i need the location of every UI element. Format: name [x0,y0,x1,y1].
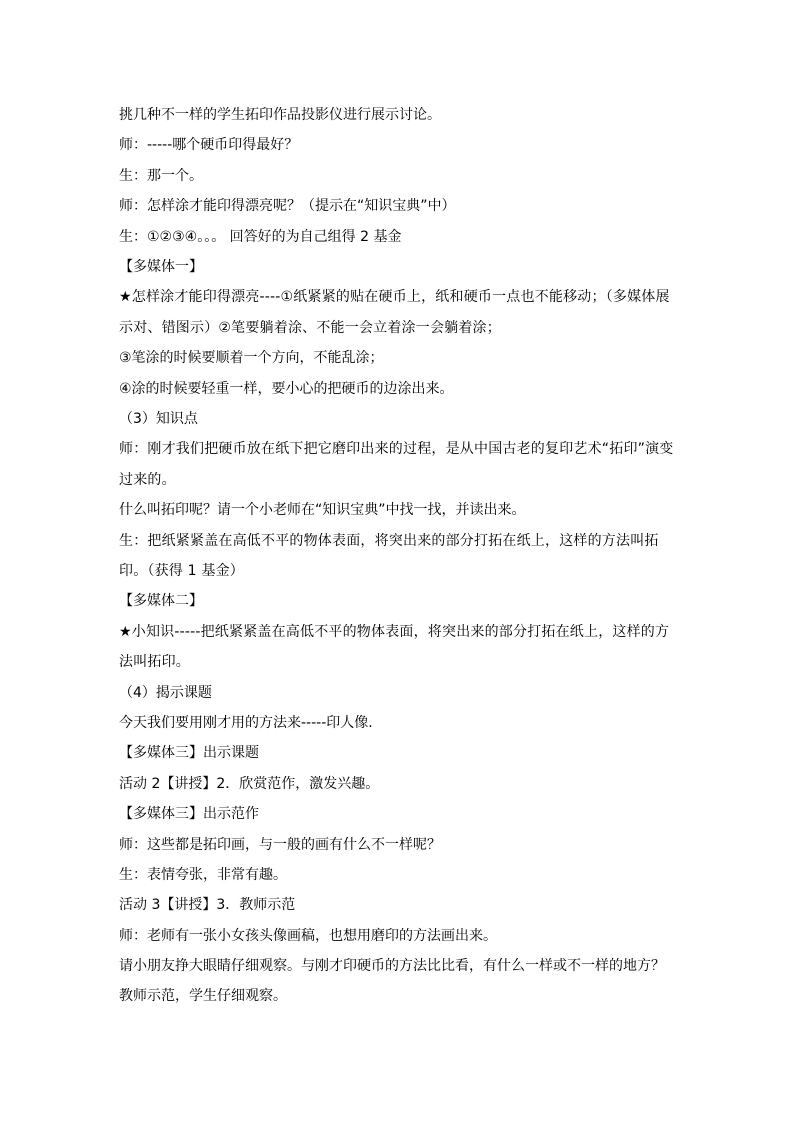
paragraph-today-portrait: 今天我们要用刚才用的方法来-----印人像. [119,714,373,731]
paragraph-student-rubbing-definition: 生：把纸紧紧盖在高低不平的物体表面，将突出来的部分打拓在纸上，这样的方法叫拓印。（获得 1 基金） [119,532,659,579]
paragraph-student-answer-that-one: 生：那一个。 [119,167,203,184]
paragraph-teacher-question-difference: 师：这些都是拓印画，与一般的画有什么不一样呢？ [119,836,441,853]
paragraph-teacher-girl-portrait: 师：老师有一张小女孩头像画稿，也想用磨印的方法画出来。 [119,927,497,944]
paragraph-tip-three: ③笔涂的时候要顺着一个方向，不能乱涂； [119,350,384,367]
paragraph-observe-compare: 请小朋友挣大眼睛仔细观察。与刚才印硬币的方法比比看，有什么一样或不一样的地方？ [119,958,665,975]
paragraph-teacher-question-how-to-rub: 师：怎样涂才能印得漂亮呢？（提示在“知识宝典”中） [119,198,456,215]
paragraph-display-discussion: 挑几种不一样的学生拓印作品投影仪进行展示讨论。 [119,107,441,123]
paragraph-teacher-rubbing-origin: 师：刚才我们把硬币放在纸下把它磨印出来的过程，是从中国古老的复印艺术“拓印”演变过来的。 [119,441,674,488]
paragraph-tip-four: ④涂的时候要轻重一样，要小心的把硬币的边涂出来。 [119,380,454,397]
paragraph-student-answer-exaggerated: 生：表情夸张，非常有趣。 [119,866,287,883]
paragraph-what-is-rubbing: 什么叫拓印呢？请一个小老师在“知识宝典”中找一找，并读出来。 [119,502,526,519]
heading-activity-three: 活动 3【讲授】3．教师示范 [119,897,296,914]
heading-activity-two: 活动 2【讲授】2．欣赏范作，激发兴趣。 [119,775,380,792]
heading-multimedia-two: 【多媒体二】 [119,593,203,610]
heading-reveal-topic: （4）揭示课题 [119,684,212,701]
heading-multimedia-three-topic: 【多媒体三】出示课题 [119,745,259,762]
heading-knowledge-point: （3）知识点 [119,410,198,427]
document-body [119,100,679,1012]
paragraph-small-knowledge: ★小知识-----把纸紧紧盖在高低不平的物体表面，将突出来的部分打拓在纸上，这样的方法叫拓印。 [119,623,670,671]
paragraph-how-to-rub-tips: ★怎样涂才能印得漂亮----①纸紧紧的贴在硬币上，纸和硬币一点也不能移动；（多媒体展示对、错图示）②笔要躺着涂、不能一会立着涂一会躺着涂； [119,289,670,336]
paragraph-teacher-question-best-coin: 师：-----哪个硬币印得最好？ [119,137,299,154]
heading-multimedia-one: 【多媒体一】 [119,258,203,275]
paragraph-teacher-demo: 教师示范，学生仔细观察。 [119,988,287,1005]
heading-multimedia-three-examples: 【多媒体三】出示范作 [119,806,259,823]
paragraph-student-answer-steps: 生：①②③④。。。 回答好的为自己组得 2 基金 [119,228,402,245]
